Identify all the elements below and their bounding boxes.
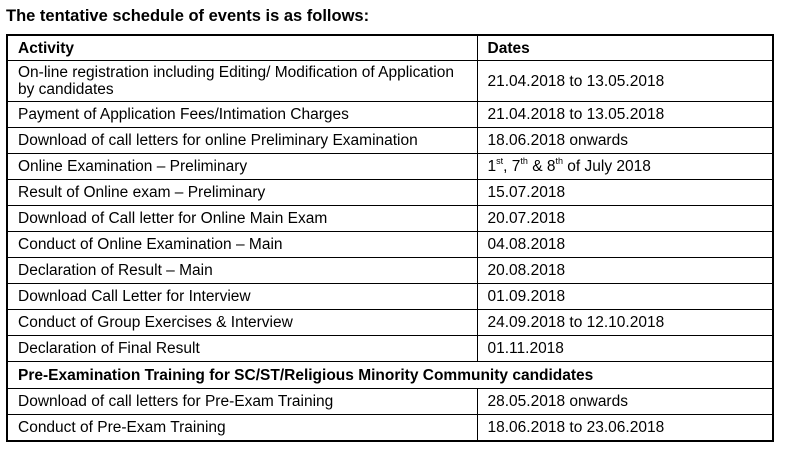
date-day: 1 [487,158,497,175]
activity-cell: Download of call letters for Pre-Exam Training [7,389,477,415]
activity-cell: Result of Online exam – Preliminary [7,180,477,206]
dates-cell [477,154,773,180]
table-row [7,336,773,362]
date-ordinal-suffix: st [496,155,504,166]
table-row [7,128,773,154]
dates-cell: 20.08.2018 [477,258,773,284]
dates-cell: 21.04.2018 to 13.05.2018 [477,61,773,102]
activity-cell: Conduct of Pre-Exam Training [7,415,477,442]
activity-cell: Declaration of Result – Main [7,258,477,284]
activity-cell: Declaration of Final Result [7,336,477,362]
schedule-table [6,34,774,442]
dates-cell: 01.11.2018 [477,336,773,362]
dates-cell: 21.04.2018 to 13.05.2018 [477,102,773,128]
dates-cell: 04.08.2018 [477,232,773,258]
activity-cell: On-line registration including Editing/ Modification of Application by candidates [7,61,477,102]
dates-cell: 24.09.2018 to 12.10.2018 [477,310,773,336]
table-row [7,61,773,102]
table-header-row [7,35,773,61]
table-row [7,389,773,415]
table-row [7,284,773,310]
dates-cell: 20.07.2018 [477,206,773,232]
dates-cell: 18.06.2018 to 23.06.2018 [477,415,773,442]
table-row [7,180,773,206]
section-title: Pre-Examination Training for SC/ST/Religious Minority Community candidates [7,362,773,389]
table-row [7,154,773,180]
activity-cell: Online Examination – Preliminary [7,154,477,180]
dates-cell: 01.09.2018 [477,284,773,310]
page-heading: The tentative schedule of events is as follows: [6,7,370,25]
section-header-row [7,362,773,389]
date-ordinal-suffix: th [555,155,563,166]
activity-cell: Download of Call letter for Online Main Exam [7,206,477,232]
activity-cell: Download Call Letter for Interview [7,284,477,310]
table-row [7,206,773,232]
dates-cell: 15.07.2018 [477,180,773,206]
table-row [7,415,773,442]
dates-cell: 28.05.2018 onwards [477,389,773,415]
activity-cell: Conduct of Group Exercises & Interview [7,310,477,336]
date-separator: , [503,158,512,175]
activity-cell: Payment of Application Fees/Intimation Charges [7,102,477,128]
column-header-dates: Dates [477,35,773,61]
table-row [7,310,773,336]
date-separator: & [527,158,547,175]
table-row [7,102,773,128]
table-row [7,258,773,284]
date-ordinal-suffix: th [520,155,528,166]
activity-cell: Conduct of Online Examination – Main [7,232,477,258]
date-month-year: of July 2018 [563,158,651,175]
date-day: 8 [546,158,556,175]
activity-cell: Download of call letters for online Preliminary Examination [7,128,477,154]
column-header-activity: Activity [7,35,477,61]
table-row [7,232,773,258]
date-day: 7 [511,158,521,175]
dates-cell: 18.06.2018 onwards [477,128,773,154]
